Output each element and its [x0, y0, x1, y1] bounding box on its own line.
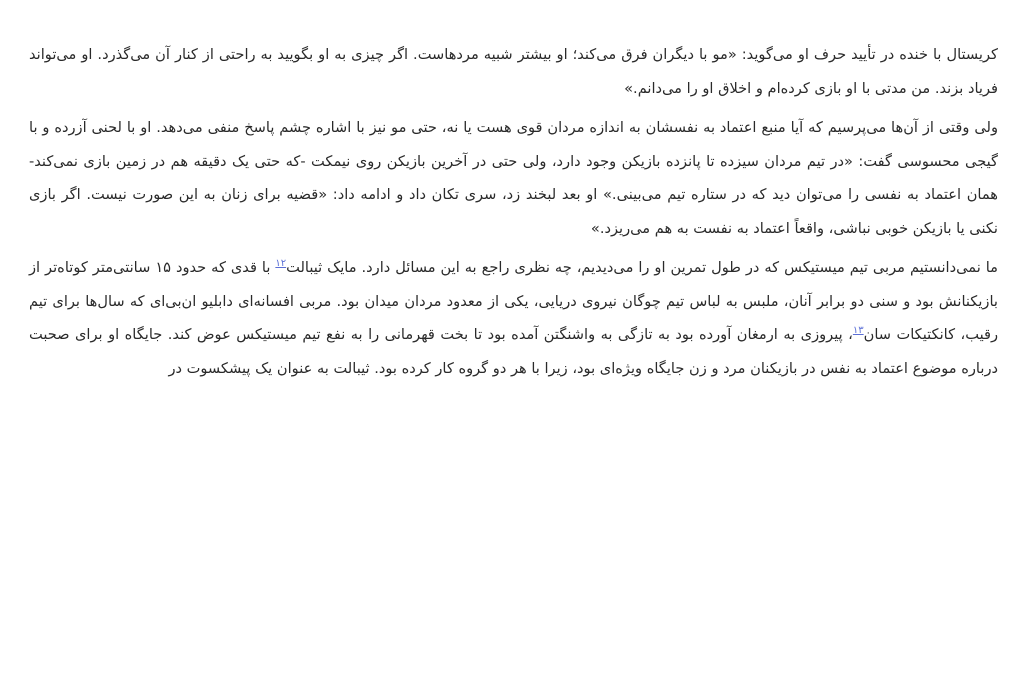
footnote-link[interactable]: ۱۲	[275, 258, 287, 270]
paragraph-confidence-question: ولی وقتی از آن‌ها می‌پرسیم که آیا منبع اعتماد به نفسشان به اندازه مردان قوی هست یا نه، حتی مو نیز با اشاره چشم پاسخ منفی می‌دهد. او با لحنی آزرده و با گیجی محسوسی گفت: «در تیم مردان سیزده تا پانزده بازیکن وجود دارد، ولی حتی در آخرین بازیکن روی نیمکت -که حتی یک دقیقه هم در زمین بازی نمی‌کند- همان اعتماد به نفسی را می‌توان دید که در ستاره تیم می‌بینی.» او بعد لبخند زد، سری تکان داد و ادامه داد: «قضیه برای زنان به این صورت نیست. اگر بازی نکنی یا بازیکن خوبی نباشی، واقعاً اعتماد به نفست به هم می‌ریزد.»	[29, 119, 998, 237]
paragraph-text-part: با قدی که حدود ۱۵ سانتی‌متر کوتاه‌تر از بازیکنانش بود و سنی دو برابر آنان، ملبس به لباس تیم چوگان نیروی دریایی، یکی از معدود مردان میدان بود. مربی افسانه‌ای دابلیو ان‌بی‌ای که سال‌ها برای تیم رقیب، کانکتیکات سان	[29, 259, 998, 343]
paragraph-crystal-quote: کریستال با خنده در تأیید حرف او می‌گوید: «مو با دیگران فرق می‌کند؛ او بیشتر شبیه مردهاست. اگر چیزی به او بگویید به راحتی از کنار آن می‌گذرد. او می‌تواند فریاد بزند. من مدتی با او بازی کرده‌ام و اخلاق او را می‌دانم.»	[29, 46, 998, 97]
paragraph-coach-thibault	[29, 251, 998, 385]
paragraph-text-part: ما نمی‌دانستیم مربی تیم میستیکس که در طول تمرین او را می‌دیدیم، چه نظری راجع به این مسائل دارد. مایک ثیبالت	[286, 259, 998, 276]
paragraph-text-part: ، پیروزی به ارمغان آورده بود به تازگی به واشنگتن آمده بود تا بخت قهرمانی را به نفع تیم میستیکس عوض کند. جایگاه او برای صحبت درباره موضوع اعتماد به نفس در بازیکنان مرد و زن جایگاه ویژه‌ای بود، زیرا با هر دو گروه کار کرده بود. ثیبالت به عنوان یک پیشکسوت در	[29, 326, 998, 377]
footnote-link[interactable]: ۱۳	[852, 325, 864, 337]
